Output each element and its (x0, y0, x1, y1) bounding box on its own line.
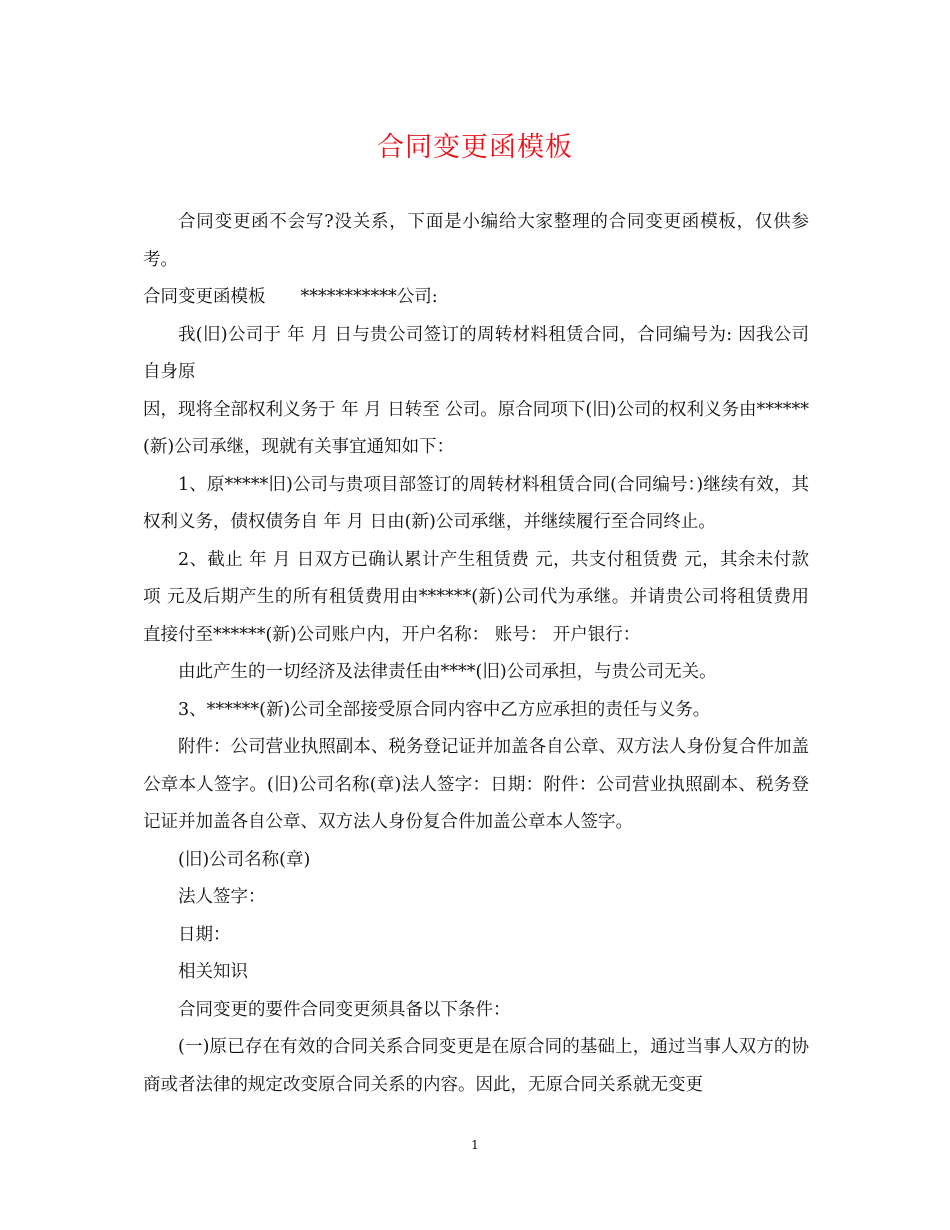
paragraph-item-2: 2、截止 年 月 日双方已确认累计产生租赁费 元，共支付租赁费 元，其余未付款项 元及后期产生的所有租赁费用由******(新)公司代为承继。并请贵公司将租赁费用直接付至******(新)公司账户内，开户名称： 账号： 开户银行： (143, 549, 809, 645)
paragraph-related-heading: 相关知识 (178, 962, 248, 982)
page-number: 1 (471, 1138, 479, 1152)
paragraph-date: 日期： (178, 924, 231, 945)
paragraph-liability: 由此产生的一切经济及法律责任由****(旧)公司承担，与贵公司无关。 (178, 662, 717, 682)
paragraph-attachment: 附件：公司营业执照副本、税务登记证并加盖各自公章、双方法人身份复合件加盖公章本人签字。(旧)公司名称(章)法人签字：日期：附件：公司营业执照副本、税务登记证并加盖各自公章、双方法人身份复合件加盖公章本人签字。 (143, 737, 809, 832)
paragraph-item-3: 3、******(新)公司全部接受原合同内容中乙方应承担的责任与义务。 (178, 699, 711, 720)
paragraph-addressee: 合同变更函模板 ***********公司: (143, 287, 438, 307)
document-body (143, 204, 809, 1104)
document-title: 合同变更函模板 (377, 132, 573, 163)
paragraph-item-1: 1、原*****旧)公司与贵项目部签订的周转材料租赁合同(合同编号：)继续有效，其权利义务，债权债务自 年 月 日由(新)公司承继，并继续履行至合同终止。 (143, 474, 809, 532)
paragraph-opening: 我(旧)公司于 年 月 日与贵公司签订的周转材料租赁合同，合同编号为: 因我公司自身原 (143, 324, 809, 382)
paragraph-transfer: 因，现将全部权利义务于 年 月 日转至 公司。原合同项下(旧)公司的权利义务由******(新)公司承继，现就有关事宜通知如下： (143, 399, 809, 457)
paragraph-legal-signature: 法人签字： (178, 887, 266, 907)
paragraph-condition-1: (一)原已存在有效的合同关系合同变更是在原合同的基础上，通过当事人双方的协商或者法律的规定改变原合同关系的内容。因此，无原合同关系就无变更 (143, 1037, 809, 1095)
paragraph-conditions: 合同变更的要件合同变更须具备以下条件： (178, 999, 511, 1020)
paragraph-company-seal: (旧)公司名称(章) (178, 849, 311, 870)
paragraph-intro: 合同变更函不会写?没关系，下面是小编给大家整理的合同变更函模板，仅供参考。 (143, 212, 809, 270)
